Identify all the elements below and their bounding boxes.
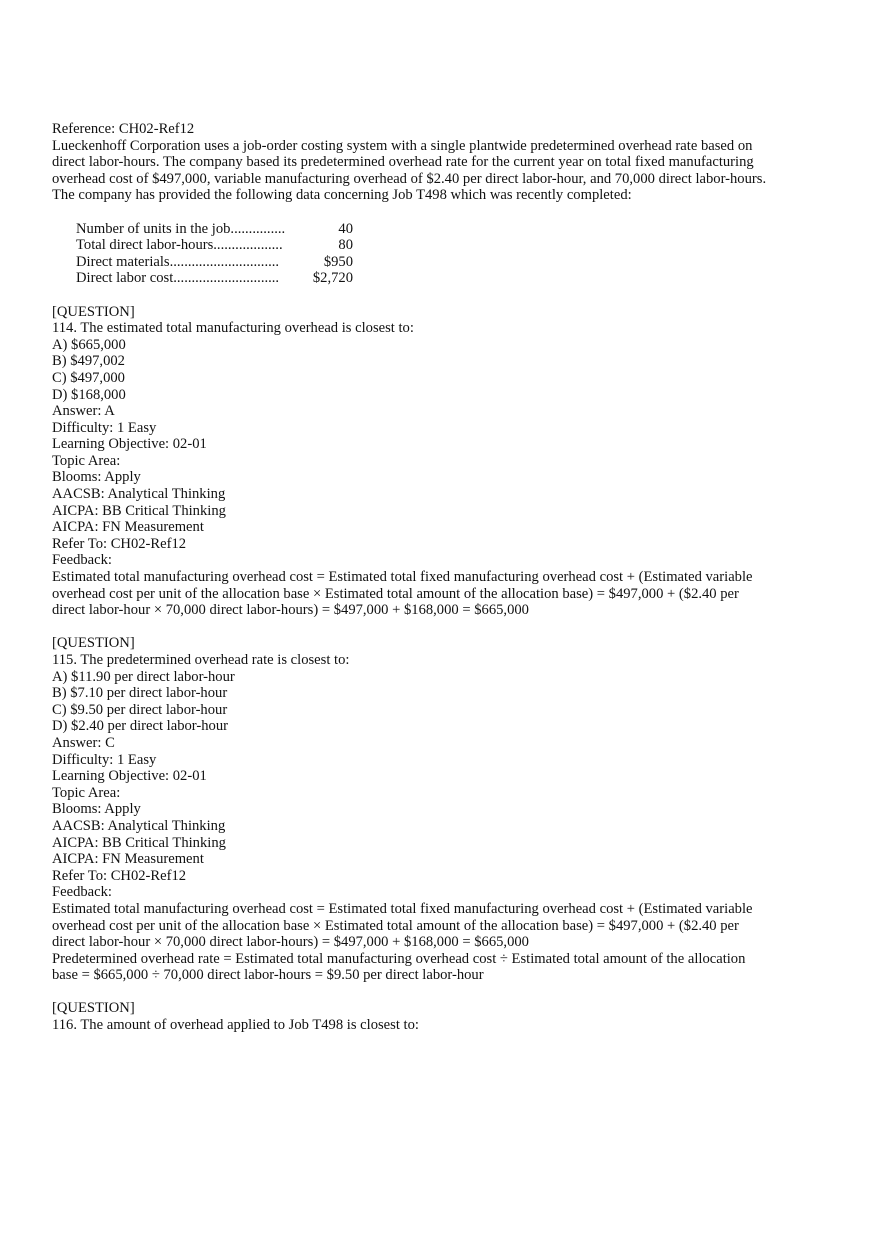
intro-line: direct labor-hours. The company based its predetermined overhead rate for the current year on total fixed manufacturing [52,154,754,171]
question-meta: Answer: C [52,734,115,751]
table-row [76,237,353,254]
question-meta: Difficulty: 1 Easy [52,751,157,768]
answer-option: B) $7.10 per direct labor-hour [52,685,228,702]
feedback-line: base = $665,000 ÷ 70,000 direct labor-hours = $9.50 per direct labor-hour [52,967,484,984]
answer-option: A) $11.90 per direct labor-hour [52,668,235,685]
feedback-line: direct labor-hour × 70,000 direct labor-hours) = $497,000 + $168,000 = $665,000 [52,934,529,951]
spacer [52,287,762,304]
answer-option: C) $497,000 [52,369,125,386]
question-meta: AICPA: BB Critical Thinking [52,834,226,851]
question-meta: AACSB: Analytical Thinking [52,817,226,834]
intro-line: overhead cost of $497,000, variable manufacturing overhead of $2.40 per direct labor-hour, and 70,000 direct labor-hours. [52,170,767,187]
question-stem: 114. The estimated total manufacturing overhead is closest to: [52,320,414,337]
spacer [52,204,762,221]
feedback-line: overhead cost per unit of the allocation base × Estimated total amount of the allocation base) = $497,000 + ($2.40 per [52,917,739,934]
question-meta: Topic Area: [52,784,121,801]
intro-line: Lueckenhoff Corporation uses a job-order costing system with a single plantwide predetermined overhead rate based on [52,137,753,154]
question-marker: [QUESTION] [52,1000,135,1017]
intro-line: The company has provided the following data concerning Job T498 which was recently completed: [52,187,632,204]
question-block-114 [52,304,762,619]
question-meta: Difficulty: 1 Easy [52,419,157,436]
question-stem: 115. The predetermined overhead rate is closest to: [52,652,350,668]
reference-line: Reference: CH02-Ref12 [52,121,195,137]
job-data-label: Number of units in the job............... [76,220,286,237]
table-row [76,254,353,271]
question-meta: Topic Area: [52,452,121,469]
question-meta: Answer: A [52,403,115,420]
table-row [76,221,353,238]
spacer [52,984,762,1001]
document-page [52,121,767,1034]
answer-option: B) $497,002 [52,353,125,370]
question-meta: AICPA: BB Critical Thinking [52,502,226,519]
question-meta: Learning Objective: 02-01 [52,436,207,453]
answer-option: D) $168,000 [52,386,126,403]
question-meta: Blooms: Apply [52,469,141,486]
question-block-116 [52,1000,762,1033]
question-meta: Feedback: [52,884,112,901]
feedback-line: Estimated total manufacturing overhead cost = Estimated total fixed manufacturing overhead cost + (Estimated variable [52,569,753,586]
job-data-label: Direct labor cost............................. [76,270,280,287]
question-marker: [QUESTION] [52,635,135,652]
answer-option: D) $2.40 per direct labor-hour [52,718,228,735]
question-meta: Refer To: CH02-Ref12 [52,535,187,552]
feedback-line: direct labor-hour × 70,000 direct labor-hours) = $497,000 + $168,000 = $665,000 [52,602,529,619]
question-block-115 [52,635,762,983]
question-meta: AICPA: FN Measurement [52,519,204,536]
spacer [52,619,762,636]
question-meta: Learning Objective: 02-01 [52,768,207,785]
question-stem: 116. The amount of overhead applied to Job T498 is closest to: [52,1017,419,1034]
table-row [76,270,353,287]
question-meta: AICPA: FN Measurement [52,851,204,868]
job-data-table [76,221,353,287]
feedback-line: overhead cost per unit of the allocation base × Estimated total amount of the allocation base) = $497,000 + ($2.40 per [52,585,739,602]
intro-paragraph [52,137,767,204]
job-data-value: $950 [323,253,353,270]
question-meta: Feedback: [52,552,112,569]
job-data-value: $2,720 [312,270,353,287]
question-marker: [QUESTION] [52,303,135,320]
job-data-label: Total direct labor-hours................... [76,237,283,254]
answer-option: A) $665,000 [52,336,126,353]
question-meta: AACSB: Analytical Thinking [52,486,226,503]
job-data-value: 40 [338,220,353,237]
feedback-line: Estimated total manufacturing overhead cost = Estimated total fixed manufacturing overhead cost + (Estimated variable [52,900,753,917]
answer-option: C) $9.50 per direct labor-hour [52,701,228,718]
question-meta: Refer To: CH02-Ref12 [52,867,187,884]
job-data-value: 80 [338,237,353,254]
job-data-label: Direct materials.............................. [76,253,280,270]
question-meta: Blooms: Apply [52,801,141,818]
feedback-line: Predetermined overhead rate = Estimated total manufacturing overhead cost ÷ Estimated total amount of the allocation [52,950,746,967]
